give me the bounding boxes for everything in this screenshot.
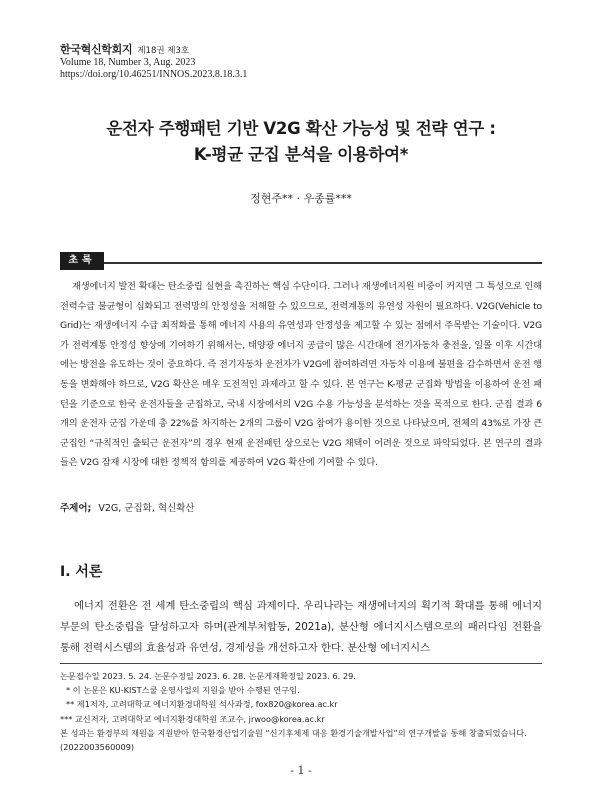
footnote-dates: 논문접수일 2023. 5. 24. 논문수정일 2023. 6. 28. 논문게재확정일 2023. 6. 29. [60, 671, 356, 681]
paper-authors: 정현주** · 우종률*** [250, 192, 352, 205]
section-paragraph: 에너지 전환은 전 세계 탄소중립의 핵심 과제이다. 우리나라는 재생에너지의 획기적 확대를 통해 에너지 부문의 탄소중립을 달성하고자 하며(관계부처합동, 2021a), 분산형 에너지시스템으로의 패러다임 전환을 통해 전력시스템의 효율성과 유연성, 경제성을 개선하고자 한다. 분산형 에너지시스 [60, 600, 542, 654]
journal-volume-issue: 제18권 제3호 [137, 46, 190, 56]
keywords-text: V2G, 군집화, 혁신확산 [98, 503, 195, 514]
footnotes [60, 669, 542, 754]
section-body [60, 596, 542, 659]
footnote-4: 본 성과는 환경부의 재원을 지원받아 한국환경산업기술원 “신기후체제 대응 환경기술개발사업”의 연구개발을 통해 창출되었습니다. (2022003560009) [60, 727, 527, 753]
keywords [60, 500, 195, 514]
keywords-label: 주제어; [60, 503, 92, 514]
abstract-body [60, 277, 542, 473]
paper-title-line2: K-평균 군집 분석을 이용하여* [193, 145, 409, 164]
journal-volume-line: Volume 18, Number 3, Aug. 2023 [60, 57, 196, 68]
journal-name: 한국혁신학회지 [60, 43, 133, 56]
footnote-rule [60, 663, 542, 664]
journal-doi[interactable]: https://doi.org/10.46251/INNOS.2023.8.18.3.1 [60, 69, 248, 80]
section-title: Ⅰ. 서론 [60, 564, 103, 580]
abstract-label: 초록 [60, 252, 104, 270]
abstract-rule [60, 262, 542, 264]
paper-title-line1: 운전자 주행패턴 기반 V2G 확산 가능성 및 전략 연구 : [106, 119, 496, 138]
footnote-3: *** 교신저자, 고려대학교 에너지환경대학원 조교수, jrwoo@korea.ac.kr [60, 713, 325, 724]
page-number: - 1 - [290, 764, 312, 777]
footnote-1: * 이 논문은 KU-KIST스쿨 운영사업의 지원을 받아 수행된 연구임. [66, 685, 300, 696]
journal-header [60, 44, 247, 81]
footnote-2: ** 제1저자, 고려대학교 에너지환경대학원 석사과정, fox820@korea.ac.kr [66, 699, 338, 710]
paper-title [40, 116, 562, 168]
abstract-paragraph: 재생에너지 발전 확대는 탄소중립 실현을 촉진하는 핵심 수단이다. 그러나 재생에너지원 비중이 커지면 그 특성으로 인해 전력수급 불균형이 심화되고 전력망의 안정성을 저해할 수 있으므로, 전력계통의 유연성 자원이 필요하다. V2G(Vehicle to Grid)는 재생에너지 수급 최적화를 통해 에너지 사용의 유연성과 안정성을 제고할 수 있는 점에서 주목받는 기술이다. V2G가 전력계통 안정성 향상에 기여하기 위해서는, 태양광 에너지 공급이 많은 시간대에 전기자동차 충전을, 일몰 이후 시간대에는 방전을 유도하는 것이 중요하다. 즉 전기자동차 운전자가 V2G에 참여하려면 자동차 이용에 불편을 감수하면서 운전 행동을 변화해야 하므로, V2G 확산은 매우 도전적인 과제라고 할 수 있다. 본 연구는 K-평균 군집화 방법을 이용하여 운전 패턴을 기준으로 한국 운전자들을 군집하고, 국내 시장에서의 V2G 수용 가능성을 분석하는 것을 목적으로 한다. 군집 결과 6개의 운전자 군집 가운데 총 22%를 차지하는 2개의 그룹이 V2G 참여가 용이한 것으로 나타났으며, 전체의 43%로 가장 큰 군집인 “규칙적인 출퇴근 운전자”의 경우 현재 운전패턴 상으로는 V2G 채택이 어려운 것으로 파악되었다. 본 연구의 결과들은 V2G 잠재 시장에 대한 정책적 함의를 제공하여 V2G 확산에 기여할 수 있다. [60, 281, 542, 469]
